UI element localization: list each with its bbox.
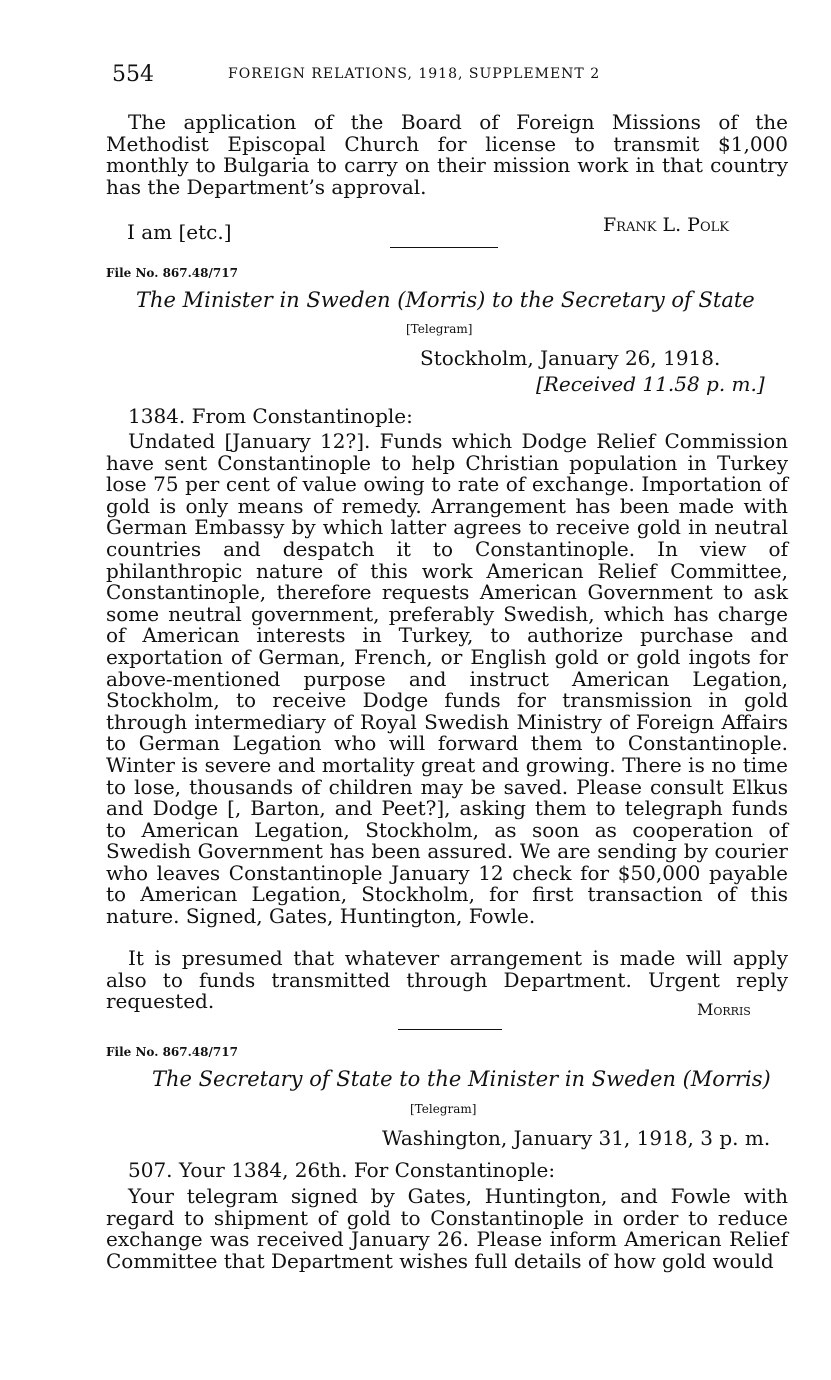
telegram-note: It is presumed that whatever arrangement is made will apply also to funds transmitted through Department. Urgent reply requested. bbox=[106, 946, 788, 1014]
telegram-number-line: 1384. From Constantinople: bbox=[128, 404, 413, 428]
file-number: File No. 867.48/717 bbox=[106, 1045, 238, 1059]
document-title: The Secretary of State to the Minister in Sweden (Morris) bbox=[152, 1067, 771, 1091]
letter-signature: Frank L. Polk bbox=[603, 214, 729, 236]
telegram-number-line: 507. Your 1384, 26th. For Constantinople: bbox=[128, 1158, 556, 1182]
telegram-label: [Telegram] bbox=[410, 1102, 477, 1116]
letter-body: The application of the Board of Foreign Missions of the Methodist Episcopal Church for license to transmit $1,000 monthly to Bulgaria to carry on their mission work in that country has the Department’s approval. bbox=[106, 110, 788, 199]
running-head: FOREIGN RELATIONS, 1918, SUPPLEMENT 2 bbox=[228, 66, 601, 82]
telegram-signature: Morris bbox=[697, 1000, 751, 1019]
section-divider bbox=[398, 1029, 502, 1030]
section-divider bbox=[390, 247, 498, 248]
telegram-body: Undated [January 12?]. Funds which Dodge Relief Commission have sent Constantinople to help Christian population in Turkey lose 75 per cent of value owing to rate of exchange. Importation of gold is only means of remedy. Arrangement has been made with German Embassy by which latter agrees to receive gold in neutral countries and despatch it to Constantinople. In view of philanthropic nature of this work American Relief Committee, Constantinople, therefore requests American Government to ask some neutral government, preferably Swedish, which has charge of American interests in Turkey, to authorize purchase and exportation of German, French, or English gold or gold ingots for above-mentioned purpose and instruct American Legation, Stockholm, to receive Dodge funds for transmission in gold through intermediary of Royal Swedish Ministry of Foreign Affairs to German Legation who will forward them to Constantinople. Winter is severe and mortality great and growing. There is no time to lose, thousands of children may be saved. Please consult Elkus and Dodge [, Barton, and Peet?], asking them to telegraph funds to American Legation, Stockholm, as soon as cooperation of Swedish Government has been assured. We are sending by courier who leaves Constantinople January 12 check for $50,000 payable to American Legation, Stockholm, for first transaction of this nature. Signed, Gates, Huntington, Fowle. bbox=[106, 429, 788, 929]
telegram-body: Your telegram signed by Gates, Huntington, and Fowle with regard to shipment of gold to Constantinople in order to reduce exchange was received January 26. Please inform American Relief Committee that Department wishes full details of how gold would bbox=[106, 1184, 788, 1273]
dateline: Stockholm, January 26, 1918. bbox=[420, 346, 721, 370]
document-title: The Minister in Sweden (Morris) to the Secretary of State bbox=[136, 288, 755, 312]
file-number: File No. 867.48/717 bbox=[106, 266, 238, 280]
page-header bbox=[112, 62, 788, 92]
telegram-label: [Telegram] bbox=[406, 322, 473, 336]
received-note: [Received 11.58 p. m.] bbox=[536, 372, 765, 396]
page-number: 554 bbox=[112, 62, 154, 87]
letter-closing: I am [etc.] bbox=[127, 220, 232, 244]
dateline: Washington, January 31, 1918, 3 p. m. bbox=[382, 1126, 771, 1150]
